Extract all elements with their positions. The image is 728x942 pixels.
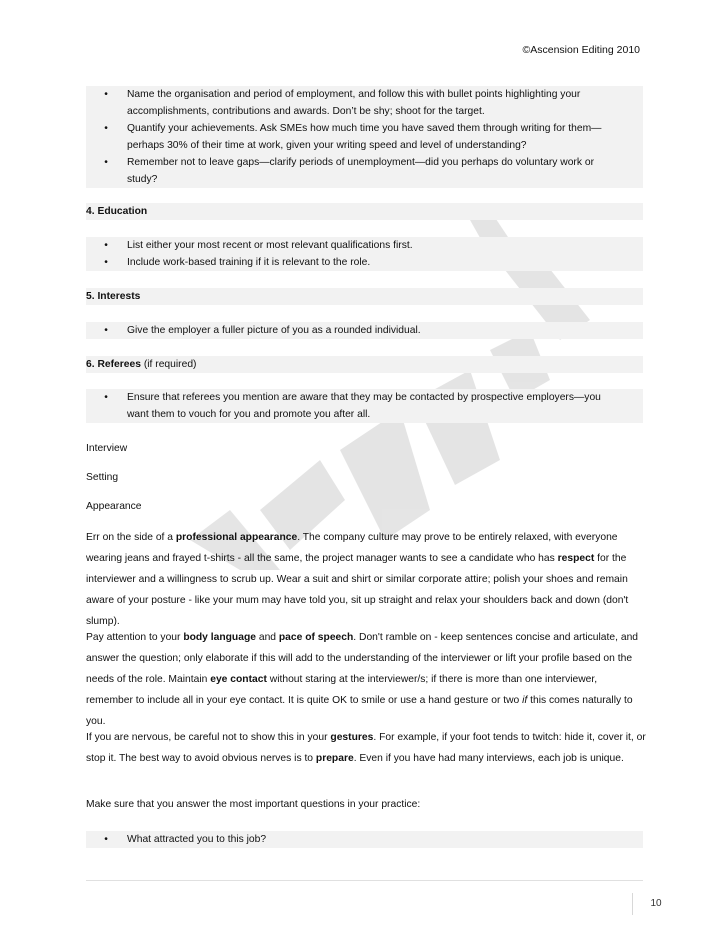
setting-subhead: Setting [86, 472, 119, 483]
emphasis: body language [183, 632, 256, 643]
text-run: Pay attention to your [86, 632, 184, 643]
footer-divider [86, 880, 643, 881]
text-run: for the interviewer and a willingness to scrub up. Wear a suit and shirt or similar corporate attire; polish your shoes and remain aware of your posture - like your mum may have told you, sit up straight and relax your shoulders back and down (don't slump). [86, 553, 629, 627]
bullet-icon: • [104, 89, 108, 100]
bullet-line: Include work-based training if it is relevant to the role. [127, 257, 371, 268]
text-run: . The company culture may prove to be entirely relaxed, with everyone wearing jeans and frayed t-shirts - all the same, the project manager wants to see a candidate who has [86, 532, 618, 564]
bullet-icon: • [104, 240, 108, 251]
list-item [86, 831, 643, 848]
bullet-line: perhaps 30% of their time at work, given your writing speed and level of understanding? [127, 140, 527, 151]
list-item [86, 137, 643, 154]
interests-bullets [86, 322, 643, 339]
referees-heading-suffix: (if required) [140, 359, 197, 370]
bullet-line: Quantify your achievements. Ask SMEs how much time you have saved them through writing for them— [127, 123, 602, 134]
bullet-line: List either your most recent or most relevant qualifications first. [127, 240, 413, 251]
appearance-subhead: Appearance [86, 501, 142, 512]
nerves-paragraph [86, 727, 646, 769]
bullet-icon: • [104, 392, 108, 403]
list-item [86, 154, 643, 171]
referees-bullets [86, 389, 643, 423]
body-language-paragraph [86, 627, 646, 732]
interests-heading: 5. Interests [86, 288, 643, 305]
bullet-line: accomplishments, contributions and awards. Don’t be shy; shoot for the target. [127, 106, 485, 117]
list-item [86, 103, 643, 120]
text-run: Err on the side of a [86, 532, 176, 543]
list-item [86, 237, 643, 254]
text-run: and [255, 632, 279, 643]
text-run: . For example, if your foot tends to twitch: hide it, cover it, or stop it. The best way to avoid obvious nerves is to [86, 732, 646, 764]
questions-intro: Make sure that you answer the most important questions in your practice: [86, 799, 421, 810]
interview-subhead: Interview [86, 443, 128, 454]
referees-heading-title: 6. Referees [86, 359, 141, 370]
list-item [86, 322, 643, 339]
emphasis: gestures [330, 732, 374, 743]
emphasis: professional appearance [175, 532, 298, 543]
bullet-icon: • [104, 123, 108, 134]
employment-bullets [86, 86, 643, 188]
bullet-line: Ensure that referees you mention are aware that they may be contacted by prospective employers—you [127, 392, 601, 403]
emphasis: pace of speech [278, 632, 354, 643]
emphasis: prepare [315, 753, 354, 764]
list-item [86, 254, 643, 271]
emphasis: eye contact [210, 674, 267, 685]
list-item [86, 120, 643, 137]
bullet-line: Remember not to leave gaps—clarify periods of unemployment—did you perhaps do voluntary work or [127, 157, 595, 168]
appearance-paragraph [86, 527, 646, 632]
bullet-line: want them to vouch for you and promote you after all. [127, 409, 371, 420]
bullet-icon: • [104, 325, 108, 336]
bullet-icon: • [104, 157, 108, 168]
list-item [86, 406, 643, 423]
list-item [86, 171, 643, 188]
text-run: . Don't ramble on - keep sentences concise and articulate, and answer the question; only elaborate if this will add to the understanding of the interviewer or lift your profile based on the needs of the role. Maintain [86, 632, 639, 685]
questions-list [86, 831, 643, 848]
education-bullets [86, 237, 643, 271]
bullet-line: Name the organisation and period of employment, and follow this with bullet points highlighting your [127, 89, 581, 100]
bullet-line: What attracted you to this job? [127, 834, 267, 845]
text-run: If you are nervous, be careful not to show this in your [86, 732, 331, 743]
list-item [86, 389, 643, 406]
bullet-line: study? [127, 174, 158, 185]
page-number: 10 [632, 893, 679, 915]
copyright-notice: ©Ascension Editing 2010 [522, 44, 640, 56]
text-run: this comes naturally to you. [86, 695, 633, 727]
bullet-icon: • [104, 257, 108, 268]
text-run: without staring at the interviewer/s; if there is more than one interviewer, remember to include all in your eye contact. It is quite OK to smile or use a hand gesture or two [86, 674, 598, 706]
emphasis: respect [557, 553, 595, 564]
education-heading: 4. Education [86, 203, 643, 220]
referees-heading [86, 356, 643, 373]
bullet-icon: • [104, 834, 108, 845]
italic-emphasis: if [522, 695, 528, 706]
text-run: . Even if you have had many interviews, each job is unique. [353, 753, 624, 764]
bullet-line: Give the employer a fuller picture of you as a rounded individual. [127, 325, 421, 336]
list-item [86, 86, 643, 103]
